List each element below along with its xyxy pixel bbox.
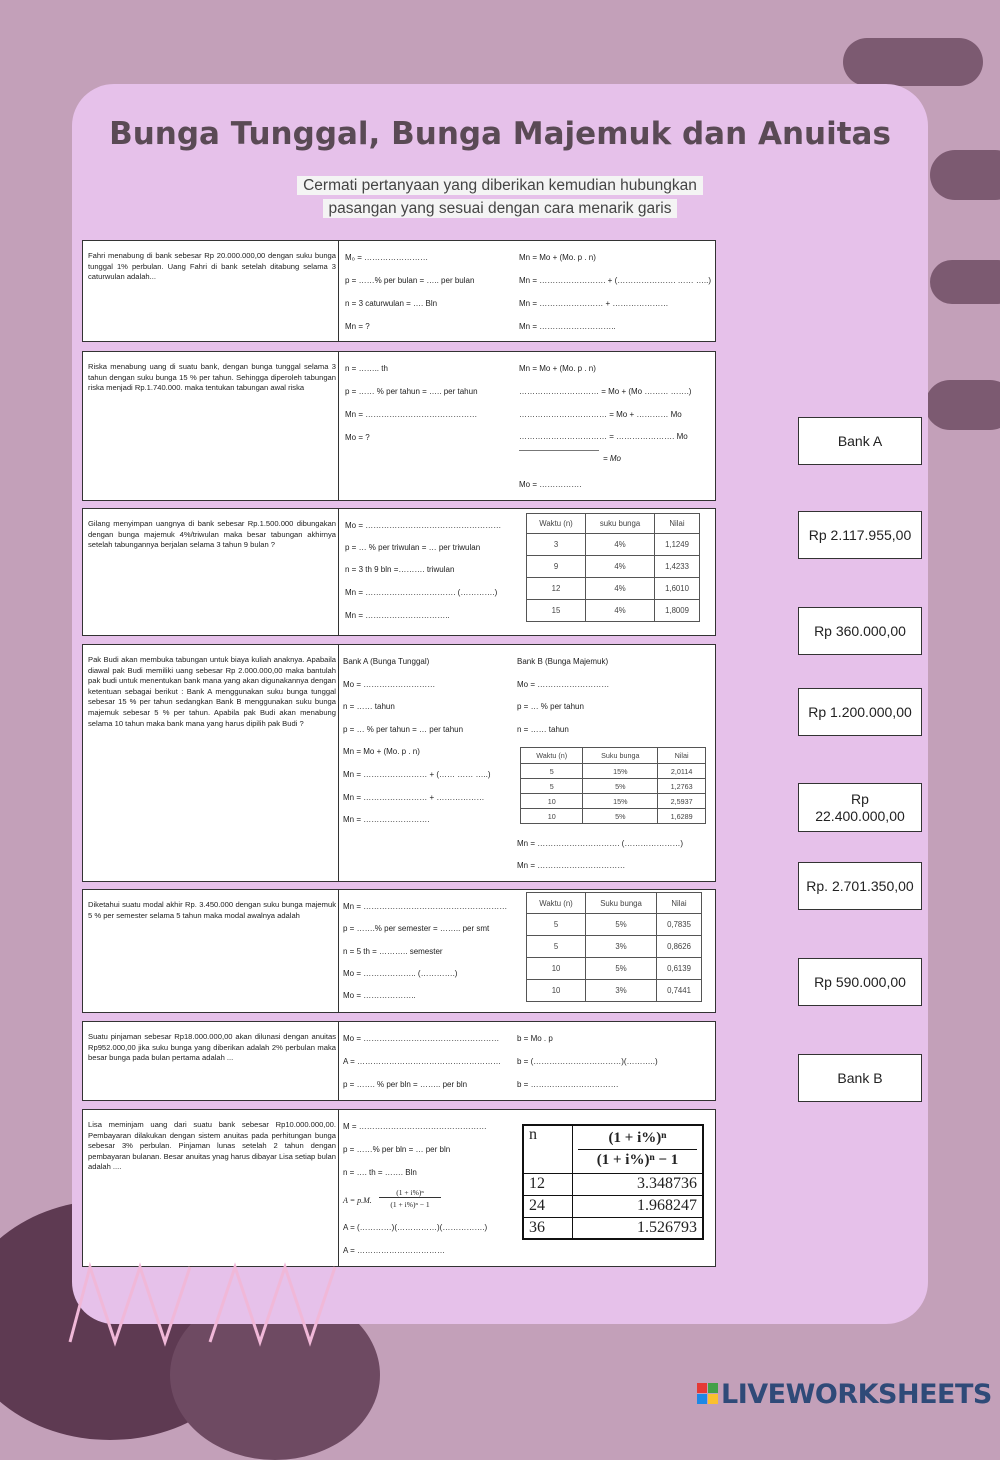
- table-header: suku bunga: [586, 514, 655, 534]
- table-cell: 0,7441: [656, 980, 701, 1002]
- formula-line: b = ……………………………: [517, 1080, 619, 1089]
- table-cell: 1,2763: [658, 779, 706, 794]
- formula-line: p = … % per tahun: [517, 702, 584, 711]
- answer-line: M₀ = ……………………: [345, 253, 429, 262]
- table-cell: 5: [527, 936, 586, 958]
- table-cell: 1,6289: [658, 809, 706, 824]
- question-text: Riska menabung uang di suatu bank, dengan bunga tunggal selama 3 tahun dengan suku bunga 15 % per tahun. Sehingga diperoleh tabungan riska menjadi Rp.1.740.000. maka tentukan tabungan awal riska: [88, 362, 336, 393]
- answer-line: p = …….% per semester = …….. per smt: [343, 924, 490, 933]
- answer-line: n = 5 th = ……….. semester: [343, 947, 443, 956]
- page-title: Bunga Tunggal, Bunga Majemuk dan Anuitas: [109, 116, 891, 152]
- formula-line: ………………………… = Mo + (Mo ……… …….): [519, 387, 692, 396]
- table-header: Waktu (n): [527, 514, 586, 534]
- table-cell: 5%: [583, 809, 658, 824]
- table-cell: 12: [523, 1173, 573, 1195]
- formula-line: Mo = ………………………: [517, 680, 610, 689]
- table-header: Waktu (n): [521, 748, 583, 764]
- answer-line: Mo = ……………………………………………: [343, 1034, 500, 1043]
- question-box-2: [82, 351, 716, 501]
- answer-line: Mo = ………………..: [343, 991, 416, 1000]
- answer-line: M = …………………………………………: [343, 1122, 487, 1131]
- question-box-4: [82, 644, 716, 882]
- table-cell: 3%: [586, 936, 657, 958]
- divider: [338, 1110, 339, 1266]
- table-header: Nilai: [656, 893, 701, 914]
- answer-line: Bank A (Bunga Tunggal): [343, 657, 430, 666]
- answer-line: p = … % per triwulan = … per triwulan: [345, 543, 481, 552]
- answer-line: A = ……………………………: [343, 1246, 446, 1255]
- divider: [338, 645, 339, 881]
- table-header-formula: [573, 1125, 704, 1173]
- liveworksheets-logo: [697, 1379, 992, 1410]
- answer-line: Mn = ………………………………………………: [343, 902, 508, 911]
- table-cell: 4%: [586, 534, 655, 556]
- table-cell: 36: [523, 1217, 573, 1239]
- formula-line: Mn = …………………… + …………………: [519, 299, 669, 308]
- answer-line: Mn = …………………… + (…… …… …..): [343, 770, 491, 779]
- formula-denominator: (1 + i%)ⁿ − 1: [596, 1151, 679, 1168]
- table-cell: 5: [521, 779, 583, 794]
- logo-icon: [697, 1383, 719, 1405]
- answer-line: Mn = …………………….: [343, 815, 430, 824]
- formula-line: b = (……………………………)(………..): [517, 1057, 658, 1066]
- answer-box-bank-b[interactable]: Bank B: [798, 1054, 922, 1102]
- decor-blob: [843, 38, 983, 86]
- formula-line: …………………………… = …………………. Mo: [519, 432, 688, 441]
- table-header: Waktu (n): [527, 893, 586, 914]
- table-cell: 2,5937: [658, 794, 706, 809]
- formula-line: Mn = ……………………………: [517, 861, 626, 870]
- answer-box-bank-a[interactable]: Bank A: [798, 417, 922, 465]
- table-cell: 0,6139: [656, 958, 701, 980]
- decor-blob: [930, 150, 1000, 200]
- table-cell: 1,1249: [655, 534, 700, 556]
- formula-denominator: (1 + i%)ⁿ − 1: [390, 1200, 430, 1209]
- table-cell: 10: [527, 980, 586, 1002]
- table-cell: 12: [527, 578, 586, 600]
- formula-line: Mn = ………………………..: [519, 322, 616, 331]
- question-box-7: [82, 1109, 716, 1267]
- instructions-line-2: pasangan yang sesuai dengan cara menarik garis: [323, 199, 678, 218]
- table-cell: 5: [527, 914, 586, 936]
- answer-line: n = …… tahun: [343, 702, 395, 711]
- answer-line: Mn = ?: [345, 322, 370, 331]
- answer-line: Mn = ……………………………. (………….): [345, 588, 498, 597]
- answer-line: Mn = …………………………..: [345, 611, 450, 620]
- formula-line: Mo = …………….: [519, 480, 582, 489]
- table-cell: 1.526793: [573, 1217, 704, 1239]
- table-cell: 4%: [586, 556, 655, 578]
- answer-box[interactable]: Rp 2.117.955,00: [798, 511, 922, 559]
- table-cell: 9: [527, 556, 586, 578]
- formula-line: b = Mo . p: [517, 1034, 553, 1043]
- formula-numerator: (1 + i%)ⁿ: [379, 1188, 441, 1198]
- question-box-5: [82, 889, 716, 1013]
- table-cell: 10: [521, 794, 583, 809]
- value-table: [526, 513, 700, 622]
- answer-line: Mo = ?: [345, 433, 370, 442]
- table-cell: 3: [527, 534, 586, 556]
- table-cell: 15%: [583, 764, 658, 779]
- table-cell: 10: [521, 809, 583, 824]
- formula-line: Mn = Mo + (Mo. p . n): [519, 364, 596, 373]
- zigzag-decoration: [60, 1262, 360, 1352]
- table-cell: 0,7835: [656, 914, 701, 936]
- table-cell: 10: [527, 958, 586, 980]
- divider: [338, 509, 339, 635]
- table-header: Nilai: [658, 748, 706, 764]
- formula-line: …………………………… = Mo + ………… Mo: [519, 410, 682, 419]
- table-cell: 3%: [586, 980, 657, 1002]
- formula-line: Mn = Mo + (Mo. p . n): [519, 253, 596, 262]
- table-cell: 5%: [586, 958, 657, 980]
- answer-line: p = ……. % per bln = …….. per bln: [343, 1080, 468, 1089]
- answer-line: Mn = ……………………………………: [345, 410, 478, 419]
- table-cell: 5: [521, 764, 583, 779]
- table-cell: 15: [527, 600, 586, 622]
- table-cell: 3.348736: [573, 1173, 704, 1195]
- logo-text: LIVEWORKSHEETS: [721, 1379, 992, 1410]
- divider: [338, 241, 339, 341]
- table-cell: 4%: [586, 578, 655, 600]
- question-box-6: [82, 1021, 716, 1101]
- answer-line: n = …. th = ……. Bln: [343, 1168, 417, 1177]
- answer-line: A = ………………………………………………: [343, 1057, 502, 1066]
- table-cell: 0,8626: [656, 936, 701, 958]
- answer-line: Mo = ……………………………………………: [345, 521, 502, 530]
- question-box-1: [82, 240, 716, 342]
- question-text: Gilang menyimpan uangnya di bank sebesar Rp.1.500.000 dibungakan dengan bunga majemuk 4%/triwulan maka besar tabungan akhirnya setelah tabungannya berjalan selama 3 tahun 9 bulan ?: [88, 519, 336, 550]
- table-cell: 2,0114: [658, 764, 706, 779]
- formula-numerator: (1 + i%)ⁿ: [578, 1130, 697, 1150]
- answer-box[interactable]: Rp 1.200.000,00: [798, 688, 922, 736]
- answer-line: A = p.M.: [343, 1196, 372, 1205]
- formula-line: Mn = …………………………. (…………………): [517, 839, 684, 848]
- anuity-table: [522, 1124, 704, 1240]
- table-cell: 4%: [586, 600, 655, 622]
- formula-line: Bank B (Bunga Majemuk): [517, 657, 609, 666]
- table-cell: 1,4233: [655, 556, 700, 578]
- table-cell: 5%: [586, 914, 657, 936]
- formula-line: n = …… tahun: [517, 725, 569, 734]
- table-header: Nilai: [655, 514, 700, 534]
- instructions: [250, 174, 750, 220]
- question-text: Suatu pinjaman sebesar Rp18.000.000,00 akan dilunasi dengan anuitas Rp952.000,00 jika suku bunga yang diberikan adalah 2% perbulan maka besar bunga pada bulan pertama adalah ...: [88, 1032, 336, 1063]
- answer-line: A = (…………)(……………)(…………….): [343, 1223, 488, 1232]
- answer-line: Mn = Mo + (Mo. p . n): [343, 747, 420, 756]
- divider: [338, 1022, 339, 1100]
- answer-line: Mo = ……………….. (………….): [343, 969, 458, 978]
- value-table: [520, 747, 706, 824]
- answer-line: n = 3 th 9 bln =………. triwulan: [345, 565, 455, 574]
- answer-line: n = …….. th: [345, 364, 388, 373]
- table-header: Suku bunga: [586, 893, 657, 914]
- table-header: Suku bunga: [583, 748, 658, 764]
- decor-blob: [925, 380, 1000, 430]
- question-text: Pak Budi akan membuka tabungan untuk biaya kuliah anaknya. Apabaila diawal pak Budi memiliki uang sebesar Rp 2.000.000,00 maka bantulah pak budi untuk menentukan bank mana yang akan digunakannya dengan ketentuan sebagai berikut : Bank A menggunakan suku bunga tunggal sebesar 15 % per tahun sedangkan Bank B menggunakan suku bunga majemuk sebesar 5 % per tahun. Apabila pak Budi akan menabung selama 10 tahun maka bank mana yang harus dipilih pak Budi ?: [88, 655, 336, 728]
- instructions-line-1: Cermati pertanyaan yang diberikan kemudian hubungkan: [297, 176, 703, 195]
- divider: [338, 352, 339, 500]
- question-text: Diketahui suatu modal akhir Rp. 3.450.000 dengan suku bunga majemuk 5 % per semester selama 5 tahun maka modal awalnya adalah: [88, 900, 336, 920]
- question-box-3: [82, 508, 716, 636]
- table-cell: 1,6010: [655, 578, 700, 600]
- answer-line: p = … % per tahun = … per tahun: [343, 725, 464, 734]
- table-cell: 5%: [583, 779, 658, 794]
- formula-line: = Mo: [603, 454, 622, 463]
- table-cell: 24: [523, 1195, 573, 1217]
- answer-box[interactable]: Rp 590.000,00: [798, 958, 922, 1006]
- answer-line: n = 3 caturwulan = …. Bln: [345, 299, 438, 308]
- fraction-bar: [519, 450, 599, 453]
- answer-box[interactable]: Rp 22.400.000,00: [798, 783, 922, 832]
- answer-line: p = …… % per tahun = ….. per tahun: [345, 387, 478, 396]
- answer-line: p = ……% per bulan = ….. per bulan: [345, 276, 475, 285]
- table-cell: 15%: [583, 794, 658, 809]
- decor-blob: [930, 260, 1000, 304]
- question-text: Lisa meminjam uang dari suatu bank sebesar Rp10.000.000,00. Pembayaran dilakukan dengan sistem anuitas pada perhitungan bunga sebesar 3% perbulan. Pinjaman lunas setelah 2 tahun dengan pembayaran bulanan. Besar anuitas ynag harus dibayar Lisa setiap bulan adalah ....: [88, 1120, 336, 1172]
- answer-box[interactable]: Rp. 2.701.350,00: [798, 862, 922, 910]
- divider: [338, 890, 339, 1012]
- answer-line: Mn = …………………… + ………………: [343, 793, 485, 802]
- answer-line: Mo = ………………………: [343, 680, 436, 689]
- table-header: n: [523, 1125, 573, 1173]
- answer-box[interactable]: Rp 360.000,00: [798, 607, 922, 655]
- table-cell: 1.968247: [573, 1195, 704, 1217]
- answer-line: p = ……% per bln = … per bln: [343, 1145, 451, 1154]
- value-table: [526, 892, 702, 1002]
- table-cell: 1,8009: [655, 600, 700, 622]
- question-text: Fahri menabung di bank sebesar Rp 20.000.000,00 dengan suku bunga tunggal 1% perbulan. Uang Fahri di bank setelah ditabung selama 3 caturwulan adalah...: [88, 251, 336, 282]
- formula-line: Mn = ……………………. + (…………………. …… …..): [519, 276, 712, 285]
